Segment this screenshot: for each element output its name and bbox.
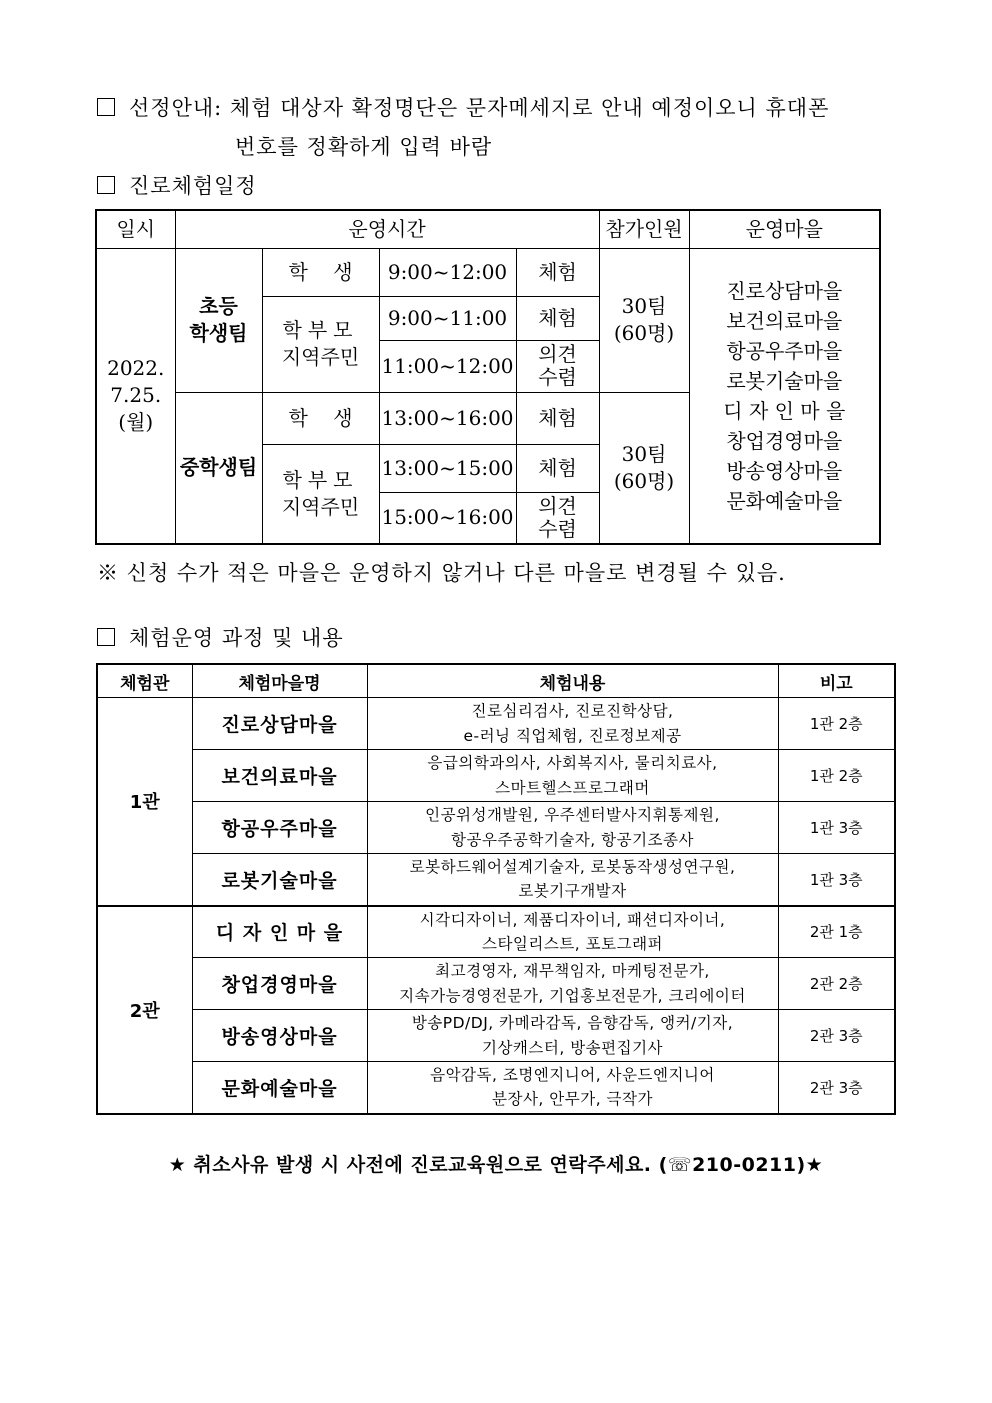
- time-cell: 9:00~12:00: [379, 248, 516, 296]
- header-hall: 체험관: [97, 664, 192, 698]
- village-name: 창업경영마을: [192, 958, 367, 1010]
- elementary-student-label: 학 생: [262, 248, 379, 296]
- village-content: 음악감독, 조명엔지니어, 사운드엔지니어 분장사, 안무가, 극작가: [367, 1062, 778, 1114]
- village-name: 디 자 인 마 을: [192, 906, 367, 958]
- table-row: [97, 698, 895, 750]
- middle-participants: 30팀 (60명): [599, 392, 689, 544]
- time-cell: 9:00~11:00: [379, 296, 516, 340]
- village-note: 2관 3층: [778, 1062, 895, 1114]
- type-cell: 체험: [516, 444, 599, 492]
- village-name: 항공우주마을: [192, 802, 367, 854]
- program-heading: 체험운영 과정 및 내용: [97, 622, 344, 652]
- checkbox-square-icon: [97, 176, 115, 194]
- header-note: 비고: [778, 664, 895, 698]
- elementary-team: 초등 학생팀: [175, 248, 262, 392]
- type-cell: 체험: [516, 248, 599, 296]
- table-row: [97, 1010, 895, 1062]
- village-name: 로봇기술마을: [192, 854, 367, 906]
- header-content: 체험내용: [367, 664, 778, 698]
- village-content: 방송PD/DJ, 카메라감독, 음향감독, 앵커/기자, 기상캐스터, 방송편집기사: [367, 1010, 778, 1062]
- middle-student-label: 학 생: [262, 392, 379, 444]
- schedule-table: [95, 209, 881, 545]
- village-list: 진로상담마을 보건의료마을 항공우주마을 로봇기술마을 디 자 인 마 을 창업경영마을 방송영상마을 문화예술마을: [689, 248, 880, 544]
- table-row: [97, 958, 895, 1010]
- header-time: 운영시간: [175, 210, 599, 248]
- time-cell: 15:00~16:00: [379, 492, 516, 544]
- hall-1: 1관: [97, 698, 192, 906]
- schedule-note: ※ 신청 수가 적은 마을은 운영하지 않거나 다른 마을로 변경될 수 있음.: [97, 561, 786, 585]
- table-row: [97, 906, 895, 958]
- type-cell: 체험: [516, 296, 599, 340]
- village-note: 1관 2층: [778, 750, 895, 802]
- header-participants: 참가인원: [599, 210, 689, 248]
- header-date: 일시: [96, 210, 175, 248]
- time-cell: 13:00~15:00: [379, 444, 516, 492]
- header-village-name: 체험마을명: [192, 664, 367, 698]
- village-content: 인공위성개발원, 우주센터발사지휘통제원, 항공우주공학기술자, 항공기조종사: [367, 802, 778, 854]
- hall-2: 2관: [97, 906, 192, 1114]
- village-name: 방송영상마을: [192, 1010, 367, 1062]
- elementary-parent-label: 학부모 지역주민: [262, 296, 379, 392]
- village-content: 시각디자이너, 제품디자이너, 패션디자이너, 스타일리스트, 포토그래퍼: [367, 906, 778, 958]
- middle-team: 중학생팀: [175, 392, 262, 544]
- village-note: 2관 1층: [778, 906, 895, 958]
- village-name: 문화예술마을: [192, 1062, 367, 1114]
- selection-line-2: 번호를 정확하게 입력 바람: [235, 135, 493, 159]
- village-note: 2관 3층: [778, 1010, 895, 1062]
- table-row: [97, 1062, 895, 1114]
- village-note: 1관 3층: [778, 802, 895, 854]
- program-table: [96, 663, 896, 1115]
- checkbox-square-icon: [97, 628, 115, 646]
- date-cell: 2022. 7.25. (월): [96, 248, 175, 544]
- elementary-participants: 30팀 (60명): [599, 248, 689, 392]
- header-villages: 운영마을: [689, 210, 880, 248]
- schedule-header-row: [96, 210, 880, 248]
- middle-parent-label: 학부모 지역주민: [262, 444, 379, 544]
- village-name: 보건의료마을: [192, 750, 367, 802]
- village-note: 1관 2층: [778, 698, 895, 750]
- village-content: 진로심리검사, 진로진학상담, e-러닝 직업체험, 진로정보제공: [367, 698, 778, 750]
- selection-notice: [97, 92, 829, 122]
- checkbox-square-icon: [97, 98, 115, 116]
- village-content: 로봇하드웨어설계기술자, 로봇동작생성연구원, 로봇기구개발자: [367, 854, 778, 906]
- cancellation-footer: ★ 취소사유 발생 시 사전에 진로교육원으로 연락주세요. (☏210-0211)★: [168, 1154, 824, 1176]
- table-row: [97, 854, 895, 906]
- type-cell: 의견 수렴: [516, 340, 599, 392]
- selection-line-1: 선정안내: 체험 대상자 확정명단은 문자메세지로 안내 예정이오니 휴대폰: [129, 96, 830, 120]
- type-cell: 체험: [516, 392, 599, 444]
- program-header-row: [97, 664, 895, 698]
- village-name: 진로상담마을: [192, 698, 367, 750]
- village-note: 2관 2층: [778, 958, 895, 1010]
- time-cell: 11:00~12:00: [379, 340, 516, 392]
- table-row: [97, 750, 895, 802]
- village-content: 최고경영자, 재무책임자, 마케팅전문가, 지속가능경영전문가, 기업홍보전문가, 크리에이터: [367, 958, 778, 1010]
- village-content: 응급의학과의사, 사회복지사, 물리치료사, 스마트헬스프로그래머: [367, 750, 778, 802]
- time-cell: 13:00~16:00: [379, 392, 516, 444]
- type-cell: 의견 수렴: [516, 492, 599, 544]
- village-note: 1관 3층: [778, 854, 895, 906]
- schedule-heading: 진로체험일정: [97, 170, 257, 200]
- table-row: [97, 802, 895, 854]
